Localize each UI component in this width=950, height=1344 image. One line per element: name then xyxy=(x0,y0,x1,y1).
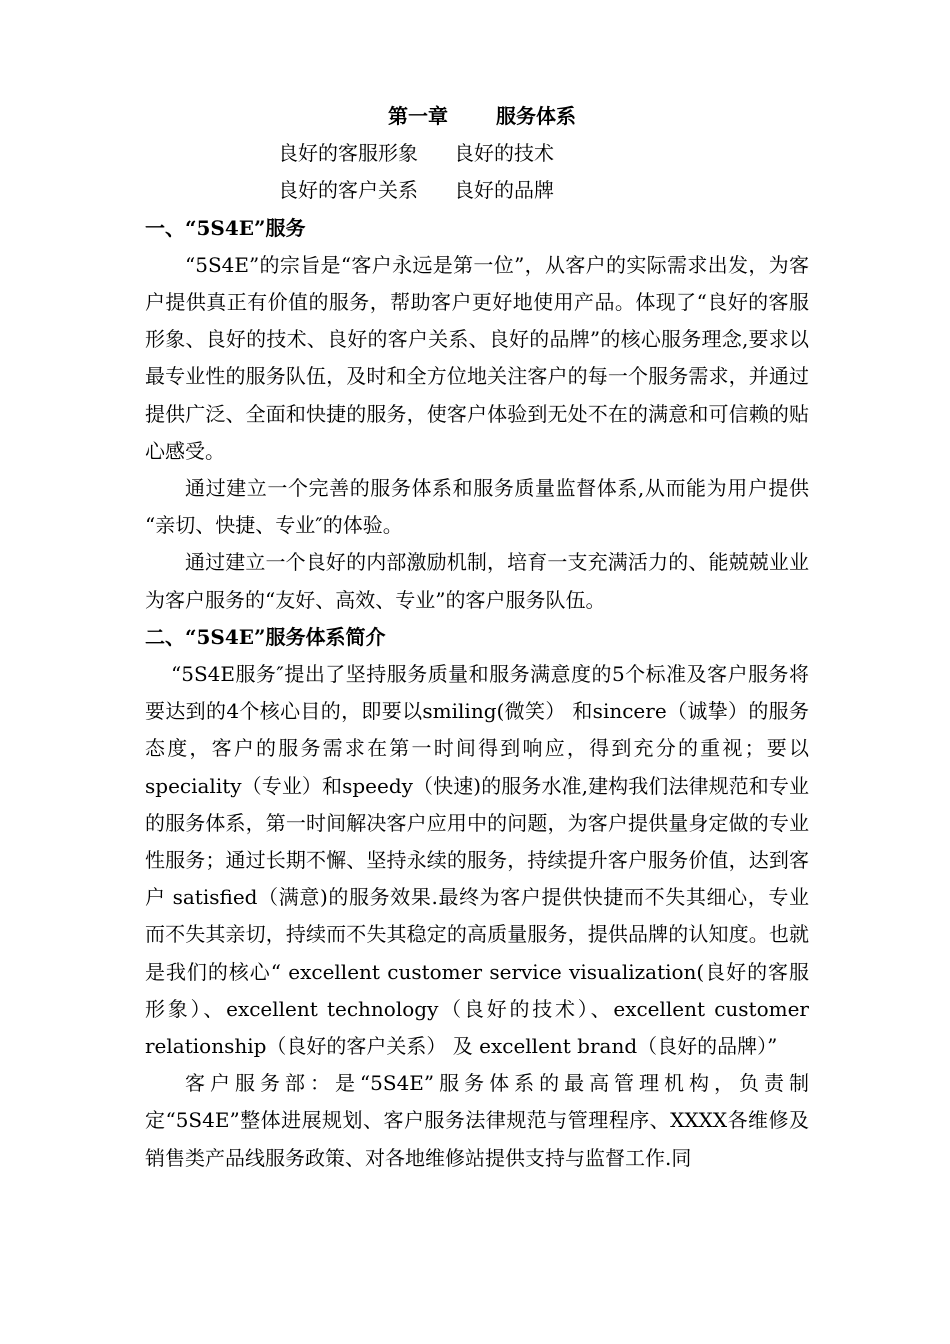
chapter-number: 第一章 xyxy=(388,104,448,128)
motto-item: 良好的客户关系 xyxy=(278,178,418,203)
section-1-paragraph: 通过建立一个良好的内部激励机制，培育一支充满活力的、能兢兢业业为客户服务的“友好、高效、专业”的客户服务队伍。 xyxy=(145,550,809,612)
section-1-paragraph: “5S4E”的宗旨是“客户永远是第一位”，从客户的实际需求出发，为客户提供真正有价值的服务，帮助客户更好地使用产品。体现了“良好的客服形象、良好的技术、良好的客户关系、良好的品牌”的核心服务理念,要求以最专业性的服务队伍，及时和全方位地关注客户的每一个服务需求，并通过提供广泛、全面和快捷的服务，使客户体验到无处不在的满意和可信赖的贴心感受。 xyxy=(145,252,809,463)
section-heading-2: 二、“5S4E”服务体系简介 xyxy=(145,624,386,649)
chapter-title xyxy=(145,98,809,135)
section-2-paragraph: “5S4E服务″提出了坚持服务质量和服务满意度的5个标准及客户服务将要达到的4个核心目的，即要以smiling(微笑） 和sincere（诚挚）的服务态度，客户的服务需求在第一时间得到响应，得到充分的重视；要以speciality（专业）和speedy（快速)的服务水准,建构我们法律规范和专业的服务体系，第一时间解决客户应用中的问题，为客户提供量身定做的专业性服务；通过长期不懈、坚持永续的服务，持续提升客户服务价值，达到客户 satisfied（满意)的服务效果.最终为客户提供快捷而不失其细心，专业而不失其亲切，持续而不失其稳定的高质量服务，提供品牌的认知度。也就是我们的核心“ excellent customer service visualization(良好的客服形象）、excellent technology（良好的技术）、excellent customer relationship（良好的客户关系） 及 excellent brand（良好的品牌）” xyxy=(145,662,809,1059)
motto-item: 良好的客服形象 xyxy=(278,141,418,166)
motto-item: 良好的品牌 xyxy=(454,178,554,203)
section-1-paragraph: 通过建立一个完善的服务体系和服务质量监督体系,从而能为用户提供 “亲切、快捷、专业″的体验。 xyxy=(145,476,809,538)
section-2-paragraph: 客户服务部：是“5S4E”服务体系的最高管理机构，负责制定“5S4E”整体进展规划、客户服务法律规范与管理程序、XXXX各维修及销售类产品线服务政策、对各地维修站提供支持与监督工作.同 xyxy=(145,1071,809,1170)
motto-item: 良好的技术 xyxy=(454,141,554,166)
motto-line-2 xyxy=(145,172,809,209)
section-heading-1: 一、“5S4E”服务 xyxy=(145,215,306,240)
chapter-name: 服务体系 xyxy=(496,104,576,128)
motto-line-1 xyxy=(145,135,809,172)
document-page xyxy=(145,98,809,1177)
